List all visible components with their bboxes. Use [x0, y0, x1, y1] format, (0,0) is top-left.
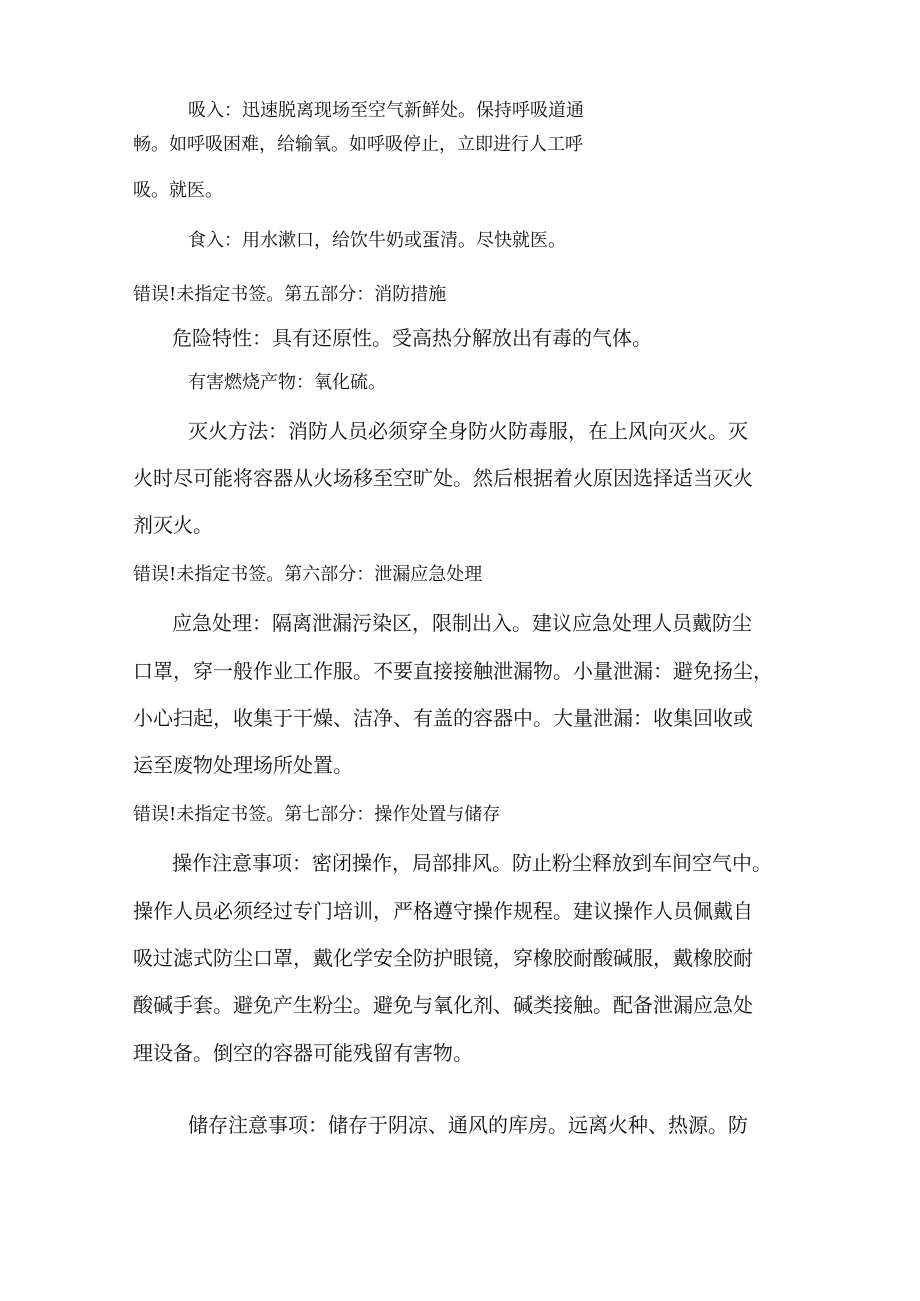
extinguishing-method-line-1: 灭火方法：消防人员必须穿全身防火防毒服，在上风向灭火。灭: [188, 419, 748, 443]
handling-precautions-line-1: 操作注意事项：密闭操作，局部排风。防止粉尘释放到车间空气中。: [172, 851, 772, 875]
emergency-handling-line-2: 口罩，穿一般作业工作服。不要直接接触泄漏物。小量泄漏：避免扬尘，: [133, 659, 773, 683]
extinguishing-method-line-2: 火时尽可能将容器从火场移至空旷处。然后根据着火原因选择适当灭火: [133, 466, 753, 490]
first-aid-inhalation-line-3: 吸。就医。: [133, 180, 223, 201]
hazard-properties-line: 危险特性：具有还原性。受高热分解放出有毒的气体。: [172, 326, 652, 350]
combustion-products-line: 有害燃烧产物：氧化硫。: [188, 372, 386, 393]
first-aid-inhalation-line-1: 吸入：迅速脱离现场至空气新鲜处。保持呼吸道通: [188, 100, 584, 121]
handling-precautions-line-5: 理设备。倒空的容器可能残留有害物。: [133, 1041, 473, 1065]
handling-precautions-line-4: 酸碱手套。避免产生粉尘。避免与氧化剂、碱类接触。配备泄漏应急处: [133, 993, 753, 1017]
first-aid-ingestion-line: 食入：用水漱口，给饮牛奶或蛋清。尽快就医。: [188, 230, 566, 251]
storage-precautions-line-1: 储存注意事项：储存于阴凉、通风的库房。远离火种、热源。防: [188, 1113, 748, 1137]
handling-precautions-line-3: 吸过滤式防尘口罩，戴化学安全防护眼镜，穿橡胶耐酸碱服，戴橡胶耐: [133, 946, 753, 970]
first-aid-inhalation-line-2: 畅。如呼吸困难，给输氧。如呼吸停止，立即进行人工呼: [133, 134, 583, 155]
section-6-heading: 错误!未指定书签。第六部分：泄漏应急处理: [133, 564, 483, 585]
section-5-heading: 错误!未指定书签。第五部分：消防措施: [133, 284, 447, 305]
emergency-handling-line-4: 运至废物处理场所处置。: [133, 753, 353, 777]
emergency-handling-line-3: 小心扫起，收集于干燥、洁净、有盖的容器中。大量泄漏：收集回收或: [133, 706, 753, 730]
extinguishing-method-line-3: 剂灭火。: [133, 513, 213, 537]
handling-precautions-line-2: 操作人员必须经过专门培训，严格遵守操作规程。建议操作人员佩戴自: [133, 899, 753, 923]
emergency-handling-line-1: 应急处理：隔离泄漏污染区，限制出入。建议应急处理人员戴防尘: [172, 611, 752, 635]
section-7-heading: 错误!未指定书签。第七部分：操作处置与储存: [133, 804, 501, 825]
